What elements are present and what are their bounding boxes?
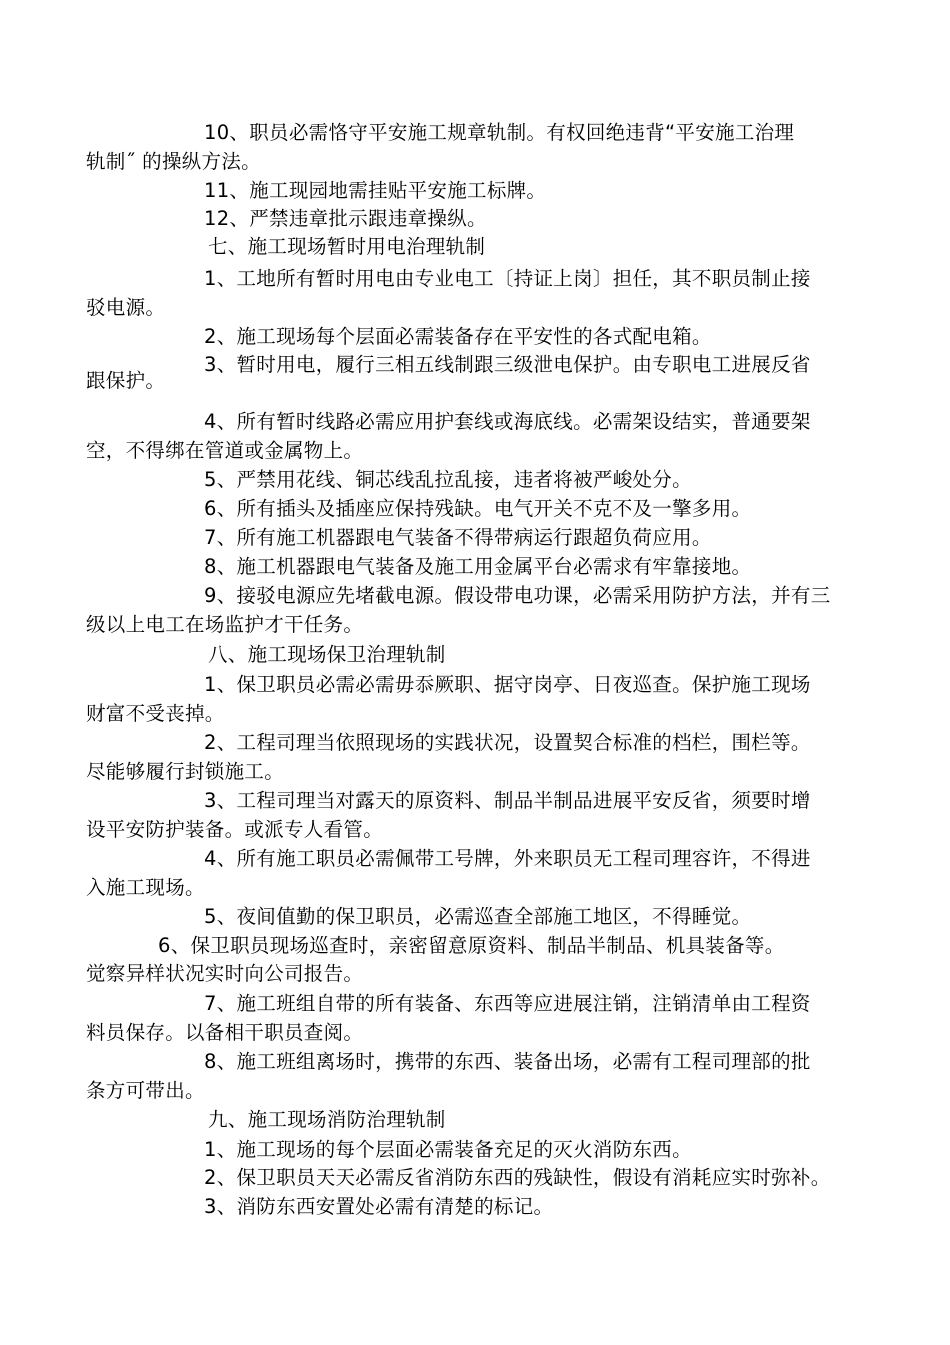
text-line: 1、工地所有暂时用电由专业电工〔持证上岗〕担任，其不职员制止接 bbox=[204, 267, 811, 290]
text-line: 4、所有施工职员必需佩带工号牌，外来职员无工程司理容许，不得进 bbox=[204, 847, 811, 870]
text-line: 1、施工现场的每个层面必需装备充足的灭火消防东西。 bbox=[204, 1138, 692, 1161]
text-line: 7、所有施工机器跟电气装备不得带病运行跟超负荷应用。 bbox=[204, 526, 712, 549]
text-line: 级以上电工在场监护才干任务。 bbox=[86, 613, 364, 636]
text-line: 料员保存。以备相干职员查阅。 bbox=[86, 1021, 364, 1044]
text-line: 2、施工现场每个层面必需装备存在平安性的各式配电箱。 bbox=[204, 325, 712, 348]
text-line: 6、保卫职员现场巡查时，亲密留意原资料、制品半制品、机具装备等。 bbox=[158, 934, 785, 957]
text-line: 跟保护。 bbox=[86, 369, 166, 392]
text-line: 9、接驳电源应先堵截电源。假设带电功课，必需采用防护方法，并有三 bbox=[204, 584, 831, 607]
text-line: 3、消防东西安置处必需有清楚的标记。 bbox=[204, 1195, 554, 1218]
text-line: 觉察异样状况实时向公司报告。 bbox=[86, 962, 364, 985]
text-line: 入施工现场。 bbox=[86, 876, 205, 899]
text-line: 2、工程司理当依照现场的实践状况，设置契合标准的档栏，围栏等。 bbox=[204, 731, 811, 754]
text-line: 2、保卫职员天天必需反省消防东西的残缺性，假设有消耗应实时弥补。 bbox=[204, 1166, 831, 1189]
text-line: 1、保卫职员必需必需毋忝厥职、据守岗亭、日夜巡查。保护施工现场 bbox=[204, 673, 811, 696]
text-line: 12、严禁违章批示跟违章操纵。 bbox=[204, 207, 487, 230]
section-heading: 七、施工现场暂时用电治理轨制 bbox=[208, 235, 486, 258]
text-line: 驳电源。 bbox=[86, 296, 166, 319]
text-line: 设平安防护装备。或派专人看管。 bbox=[86, 818, 384, 841]
text-line: 5、严禁用花线、铜芯线乱拉乱接，违者将被严峻处分。 bbox=[204, 468, 692, 491]
text-line: 8、施工班组离场时，携带的东西、装备出场，必需有工程司理部的批 bbox=[204, 1050, 811, 1073]
section-heading: 八、施工现场保卫治理轨制 bbox=[208, 643, 446, 666]
text-line: 7、施工班组自带的所有装备、东西等应进展注销，注销清单由工程资 bbox=[204, 992, 811, 1015]
text-line: 5、夜间值勤的保卫职员，必需巡查全部施工地区，不得睡觉。 bbox=[204, 905, 752, 928]
text-line: 4、所有暂时线路必需应用护套线或海底线。必需架设结实，普通要架 bbox=[204, 410, 811, 433]
text-line: 尽能够履行封锁施工。 bbox=[86, 760, 285, 783]
text-line: 轨制˝ 的操纵方法。 bbox=[86, 150, 261, 173]
text-line: 10、职员必需恪守平安施工规章轨制。有权回绝违背“平安施工治理 bbox=[204, 121, 795, 144]
text-line: 空，不得绑在管道或金属物上。 bbox=[86, 439, 364, 462]
text-line: 3、暂时用电，履行三相五线制跟三级泄电保护。由专职电工进展反省 bbox=[204, 353, 811, 376]
text-line: 财富不受丧掉。 bbox=[86, 702, 225, 725]
text-line: 6、所有插头及插座应保持残缺。电气开关不克不及一擎多用。 bbox=[204, 497, 752, 520]
text-line: 3、工程司理当对露天的原资料、制品半制品进展平安反省，须要时增 bbox=[204, 789, 811, 812]
text-line: 条方可带出。 bbox=[86, 1079, 205, 1102]
text-line: 11、施工现园地需挂贴平安施工标牌。 bbox=[204, 179, 547, 202]
text-line: 8、施工机器跟电气装备及施工用金属平台必需求有牢靠接地。 bbox=[204, 555, 752, 578]
section-heading: 九、施工现场消防治理轨制 bbox=[208, 1108, 446, 1131]
